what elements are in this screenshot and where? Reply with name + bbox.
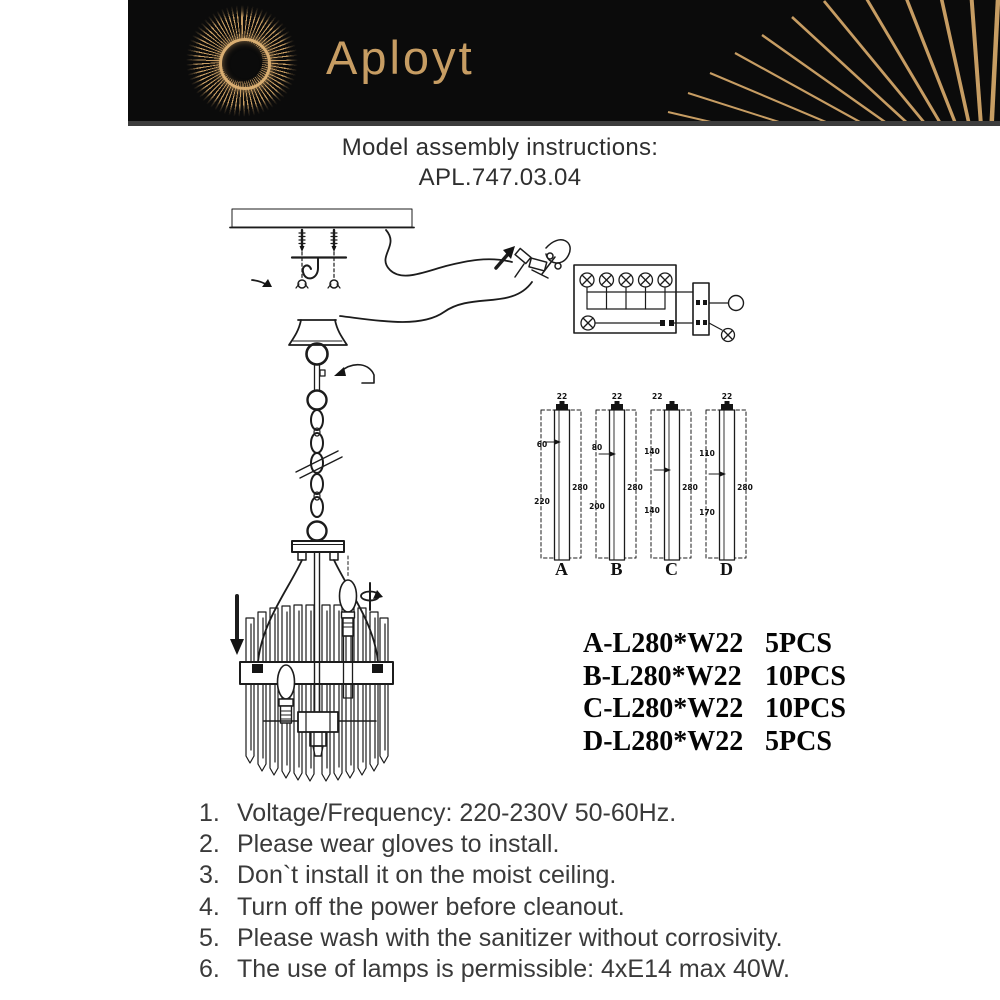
part-qty: 10PCS [765, 693, 846, 724]
parts-list-row [583, 693, 846, 726]
brand-banner [128, 0, 1000, 126]
length-label: 280 [737, 483, 753, 492]
instruction-text: Voltage/Frequency: 220-230V 50-60Hz. [237, 799, 677, 827]
crystal-diagram-c [644, 390, 699, 578]
lower-dim-label: 170 [699, 508, 715, 517]
candle-bulb-left [278, 665, 295, 723]
piece-letter: D [720, 559, 733, 578]
instruction-number: 3. [199, 861, 220, 890]
instruction-number: 5. [199, 923, 220, 952]
canopy [289, 320, 347, 345]
wiring-diagram [560, 243, 770, 353]
anchor-pointer-arrow-icon [252, 279, 272, 287]
hanger-rod [315, 364, 326, 391]
center-stem [315, 552, 320, 714]
width-label: 22 [652, 392, 663, 401]
cord-direction-arrow-icon [496, 246, 515, 268]
part-code: C-L280*W22 [583, 693, 744, 724]
upper-dim-label: 80 [591, 443, 603, 452]
crystal-piece-diagrams [534, 390, 754, 578]
lamp-symbols-row [580, 273, 672, 287]
parts-list-row [583, 726, 846, 759]
terminal-block [693, 283, 709, 335]
lower-dim-label: 140 [644, 506, 660, 515]
part-qty: 5PCS [765, 628, 832, 659]
crystal-diagram-b [589, 390, 644, 578]
brand-name: Aployt [326, 31, 475, 84]
width-label: 22 [611, 392, 623, 401]
upper-dim-label: 60 [536, 440, 548, 449]
piece-letter: C [665, 559, 678, 578]
length-label: 280 [627, 483, 643, 492]
instruction-item [199, 860, 790, 891]
ceiling-hook [303, 258, 318, 278]
crystal-diagram-a [534, 390, 589, 578]
crystal-drum [246, 605, 388, 781]
instruction-text: Turn off the power before cleanout. [237, 892, 625, 921]
instruction-item [199, 892, 790, 923]
part-code: D-L280*W22 [583, 725, 744, 757]
instruction-text: Please wear gloves to install. [237, 830, 560, 859]
page-title: Model assembly instructions: [341, 134, 659, 161]
length-label: 280 [682, 483, 698, 492]
instruction-item [199, 954, 790, 985]
rotation-indicator-icon [361, 583, 383, 610]
part-qty: 5PCS [765, 725, 832, 757]
lower-dim-label: 200 [589, 502, 605, 511]
part-code: B-L280*W22 [583, 660, 742, 692]
model-code: APL.747.03.04 [418, 164, 582, 191]
support-arm-left [258, 560, 302, 662]
set-screw-arrow-icon [334, 365, 374, 383]
instruction-text: The use of lamps is permissible: 4xE14 max 40W. [237, 955, 791, 984]
instruction-text: Please wash with the sanitizer without corrosivity. [237, 923, 783, 952]
part-code: A-L280*W22 [583, 628, 744, 659]
instruction-number: 2. [199, 830, 220, 859]
power-cord [340, 230, 532, 322]
chain-top-ring [308, 391, 327, 410]
ceiling-hatch [230, 209, 414, 228]
mounting-screw-right [328, 230, 340, 288]
width-label: 22 [556, 392, 568, 401]
upper-dim-label: 110 [699, 449, 715, 458]
instruction-number: 6. [199, 955, 220, 984]
length-label: 280 [572, 483, 588, 492]
instruction-number: 4. [199, 892, 220, 921]
piece-letter: A [555, 559, 568, 578]
instruction-text: Don`t install it on the moist ceiling. [237, 861, 617, 890]
parts-list [583, 628, 846, 758]
support-arm-right [334, 560, 378, 662]
part-qty: 10PCS [765, 660, 846, 692]
instruction-item [199, 829, 790, 860]
mounting-screw-left [296, 230, 308, 288]
fixture-cap [292, 541, 344, 560]
canopy-ring [307, 344, 328, 365]
width-label: 22 [721, 392, 733, 401]
lamp-symbol-bottom-right [709, 323, 735, 342]
chandelier-assembly-drawing [180, 200, 580, 800]
parts-list-row [583, 628, 846, 661]
wiring-lines [587, 287, 693, 309]
ray-fan-decoration-icon [650, 0, 1000, 121]
instructions-list [199, 798, 790, 985]
ground-terminal [709, 296, 744, 311]
upper-dim-label: 140 [644, 447, 660, 456]
sunburst-ring-icon [219, 38, 271, 90]
insert-direction-arrow-icon [230, 596, 244, 655]
lower-dim-label: 220 [534, 497, 550, 506]
chain-bottom-ring [308, 522, 327, 541]
piece-letter: B [610, 559, 623, 578]
instruction-item [199, 923, 790, 954]
crystal-diagram-d [699, 390, 754, 578]
parts-list-row [583, 661, 846, 694]
instruction-item [199, 798, 790, 829]
fixture-band [240, 662, 393, 684]
instruction-number: 1. [199, 799, 220, 827]
